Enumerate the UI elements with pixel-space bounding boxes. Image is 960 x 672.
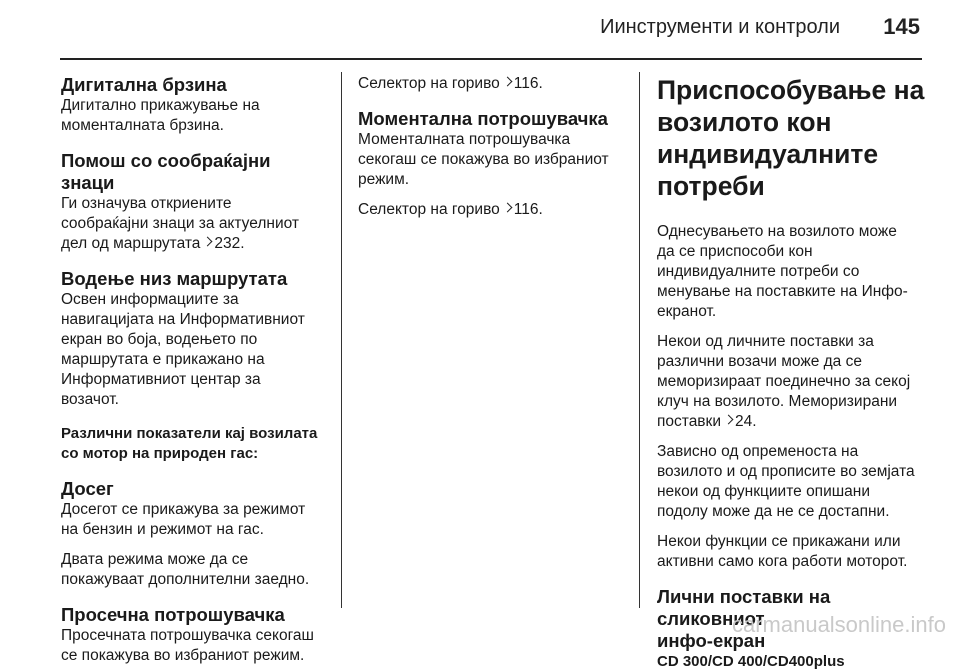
text-line: Освен информациите за: [61, 291, 239, 308]
text-line: се покажува во избраниот режим.: [61, 647, 305, 664]
text-line: екранот.: [657, 303, 717, 320]
text-line: меморизираат поединечно за секој: [657, 373, 911, 390]
column-divider-2: [639, 72, 640, 608]
heading-instant-consumption: Моментална потрошувачка: [358, 108, 608, 129]
page-number: 145: [883, 14, 920, 39]
text-line-with-ref: [61, 234, 329, 254]
text-line: да се приспособи кон: [657, 243, 813, 260]
ref-text: Селектор на гориво: [358, 201, 500, 218]
text-line: Ги означува откриените: [61, 195, 232, 212]
text-line: покажуваат дополнителни заедно.: [61, 571, 310, 588]
watermark: carmanualsonline.info: [731, 612, 946, 637]
subheading-cng-indicators: Различни показатели кај возилата: [61, 425, 318, 442]
text-line: возачот.: [61, 391, 119, 408]
text-line: маршрутата е прикажано на: [61, 351, 265, 368]
text-line: Некои од личните поставки за: [657, 333, 874, 350]
heading-digital-speed: Дигитална брзина: [61, 74, 227, 95]
text-line: моменталната брзина.: [61, 117, 224, 134]
column-2: [358, 74, 628, 220]
text-line: Однесувањето на возилото може: [657, 223, 897, 240]
section-title: Приспособување на: [657, 75, 925, 105]
text-line: Двата режима може да се: [61, 551, 249, 568]
text-line: Некои функции се прикажани или: [657, 533, 901, 550]
ref-text: дел од маршрутата: [61, 235, 201, 252]
section-title: возилото кон: [657, 107, 832, 137]
page-ref-arrow-icon: [204, 237, 210, 247]
text-line: возилото и од прописите во земјата: [657, 463, 915, 480]
text-line: индивидуалните потреби со: [657, 263, 860, 280]
text-line: различни возачи може да се: [657, 353, 862, 370]
column-divider-1: [341, 72, 342, 608]
text-line: менување на поставките на Инфо-: [657, 283, 908, 300]
ref-text: Селектор на гориво: [358, 75, 500, 92]
text-line: клуч на возилото. Меморизирани: [657, 393, 898, 410]
text-line: екран во боја, водењето по: [61, 331, 258, 348]
text-line-with-ref: [358, 200, 628, 220]
page-ref-arrow-icon: [725, 415, 731, 425]
page-ref-arrow-icon: [504, 203, 510, 213]
text-line: сообраќајни знаци за актуелниот: [61, 215, 299, 232]
column-1: [61, 74, 329, 666]
section-title: индивидуалните: [657, 139, 879, 169]
section-title: потреби: [657, 171, 765, 201]
heading-route-guidance: Водење низ маршрутата: [61, 268, 288, 289]
heading-range: Досег: [61, 478, 114, 499]
heading-personal-settings: Лични поставки на сликовниот: [657, 586, 831, 629]
heading-traffic-sign-assist: Помош со сообраќајни знаци: [61, 150, 271, 193]
header-rule: [60, 58, 922, 60]
page-ref-link[interactable]: 116.: [513, 201, 543, 218]
text-line: на бензин и режимот на гас.: [61, 521, 264, 538]
text-line: активни само кога работи моторот.: [657, 553, 908, 570]
text-line: режим.: [358, 171, 410, 188]
subheading-cng-indicators: со мотор на природен гас:: [61, 445, 259, 462]
text-line-with-ref: [657, 412, 927, 432]
subheading-models: CD 300/CD 400/CD400plus: [657, 653, 845, 670]
page-ref-arrow-icon: [504, 77, 510, 87]
page-ref-link[interactable]: 116.: [513, 75, 543, 92]
page-ref-link[interactable]: 232.: [214, 235, 245, 252]
text-line: подолу може да не се достапни.: [657, 503, 890, 520]
page-ref-link[interactable]: 24.: [734, 413, 757, 430]
text-line: Информативниот центар за: [61, 371, 261, 388]
text-line: навигацијата на Информативниот: [61, 311, 305, 328]
text-line: Досегот се прикажува за режимот: [61, 501, 306, 518]
text-line-with-ref: [358, 74, 628, 94]
ref-text: поставки: [657, 413, 721, 430]
text-line: секогаш се покажува во избраниот: [358, 151, 609, 168]
text-line: Дигитално прикажување на: [61, 97, 260, 114]
text-line: некои од функциите опишани: [657, 483, 871, 500]
column-3: [657, 74, 927, 672]
text-line: Зависно од опременоста на: [657, 443, 859, 460]
text-line: Просечната потрошувачка секогаш: [61, 627, 314, 644]
heading-average-consumption: Просечна потрошувачка: [61, 604, 285, 625]
running-header-title: Иинструменти и контроли: [600, 16, 840, 38]
heading-personal-settings: инфо-екран: [657, 630, 766, 651]
text-line: Моменталната потрошувачка: [358, 131, 571, 148]
